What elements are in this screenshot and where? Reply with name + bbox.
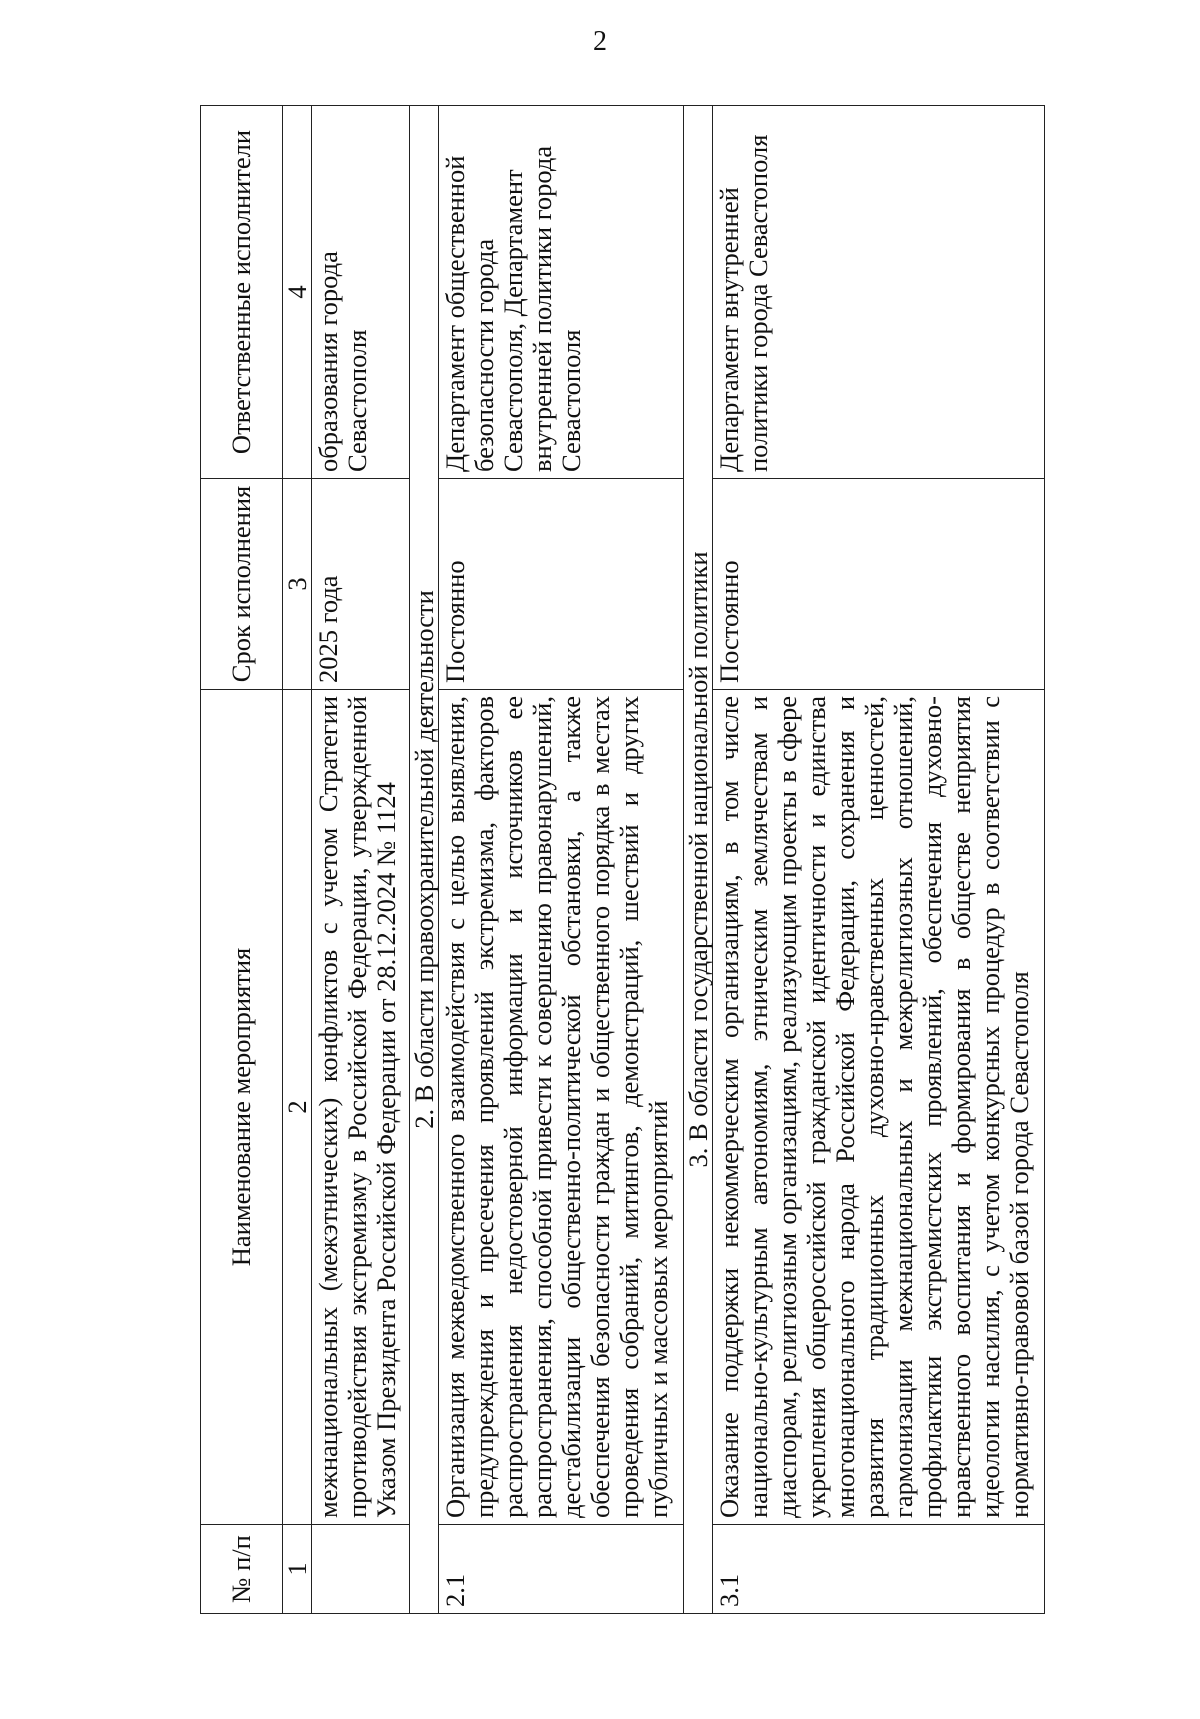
row-resp: Департамент внутренней политики города Севастополя <box>713 106 1045 479</box>
measures-table <box>200 105 1045 1614</box>
col-number-2: 2 <box>283 690 312 1525</box>
section-2-title: 2. В области правоохранительной деятельности <box>410 106 439 1614</box>
row-num <box>312 1525 410 1614</box>
header-row <box>201 106 283 1614</box>
row-resp: образования города Севастополя <box>312 106 410 479</box>
column-numbers-row <box>283 106 312 1614</box>
header-term: Срок исполнения <box>201 479 283 690</box>
table-row <box>439 106 684 1614</box>
row-term: Постоянно <box>439 479 684 690</box>
row-name: Организация межведомственного взаимодействия с целью выявления, предупреждения и пресечения проявлений экстремизма, факторов распространения недостоверной информации и источников ее распространения, способной привести к совершению правонарушений, дестабилизации общественно-политической обстановки, а также обеспечения безопасности граждан и общественного порядка в местах проведения собраний, митингов, демонстраций, шествий и других публичных и массовых мероприятий <box>439 690 684 1525</box>
header-resp: Ответственные исполнители <box>201 106 283 479</box>
row-name: межнациональных (межэтнических) конфликтов с учетом Стратегии противодействия экстремизму в Российской Федерации, утвержденной Указом Президента Российской Федерации от 28.12.2024 № 1124 <box>312 690 410 1525</box>
section-3-title: 3. В области государственной национальной политики <box>684 106 713 1614</box>
page-number: 2 <box>593 26 607 57</box>
row-num: 3.1 <box>713 1525 1045 1614</box>
section-title-row <box>684 106 713 1614</box>
header-num: № п/п <box>201 1525 283 1614</box>
table-row <box>713 106 1045 1614</box>
row-term: 2025 года <box>312 479 410 690</box>
table-row <box>312 106 410 1614</box>
row-name: Оказание поддержки некоммерческим организациям, в том числе национально-культурным автономиям, этническим землячествам и диаспорам, религиозным организациям, реализующим проекты в сфере укрепления общероссийской гражданской идентичности и единства многонационального народа Российской Федерации, сохранения и развития традиционных духовно-нравственных ценностей, гармонизации межнациональных и межрелигиозных отношений, профилактики экстремистских проявлений, обеспечения духовно-нравственного воспитания и формирования в обществе неприятия идеологии насилия, с учетом конкурсных процедур в соответствии с нормативно-правовой базой города Севастополя <box>713 690 1045 1525</box>
section-title-row <box>410 106 439 1614</box>
col-number-4: 4 <box>283 106 312 479</box>
header-name: Наименование мероприятия <box>201 690 283 1525</box>
col-number-1: 1 <box>283 1525 312 1614</box>
col-number-3: 3 <box>283 479 312 690</box>
rotated-table-block <box>200 106 1096 1614</box>
row-num: 2.1 <box>439 1525 684 1614</box>
row-resp: Департамент общественной безопасности города Севастополя, Департамент внутренней политики города Севастополя <box>439 106 684 479</box>
row-term: Постоянно <box>713 479 1045 690</box>
